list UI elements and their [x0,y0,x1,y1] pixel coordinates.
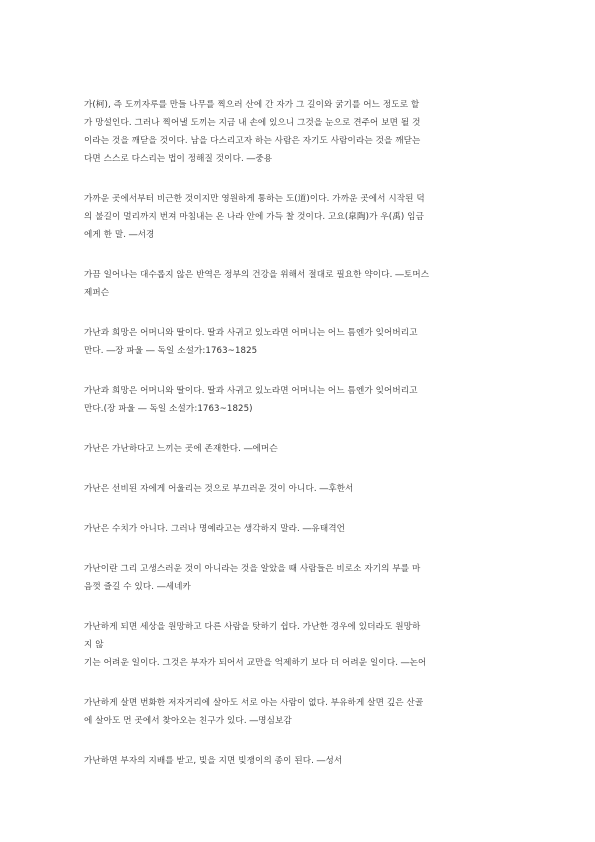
quote-line: 에게 한 말. ―서경 [84,230,155,240]
quote-line: 만다.(장 파울 ― 독일 소설가:1763~1825) [84,404,253,414]
quote-line: 가끔 일어나는 대수롭지 않은 반역은 정부의 건강을 위해서 절대로 필요한 약이다. ―토머스 [84,270,430,280]
quote-line: 가난이란 그리 고생스러운 것이 아니라는 것을 알았을 때 사람들은 비로소 자기의 부를 마 [84,564,421,574]
quote-line: 가난은 수치가 아니다. 그러나 명예라고는 생각하지 말라. ―유태격언 [84,524,346,534]
quote-line: 에 살아도 먼 곳에서 찾아오는 친구가 있다. ―명심보감 [84,716,292,726]
quote-line: 지 않 [84,640,104,650]
quote-paragraph [84,560,512,596]
quote-paragraph [84,752,512,770]
quote-paragraph [84,520,512,538]
quote-line: 가 망설인다. 그러나 찍어낼 도끼는 지금 내 손에 있으니 그것을 눈으로 견주어 보면 될 것 [84,118,421,128]
quote-paragraph [84,190,512,244]
quote-paragraph [84,440,512,458]
quote-line: 가난과 희망은 어머니와 딸이다. 딸과 사귀고 있노라면 어머니는 어느 틈엔가 잊어버리고 [84,328,418,338]
quote-line: 가난은 선비된 자에게 어울리는 것으로 부끄러운 것이 아니다. ―후한서 [84,484,354,494]
quote-line: 의 불길이 멀리까지 번져 마침내는 온 나라 안에 가득 찰 것이다. 고요(皐陶)가 우(禹) 임금 [84,212,424,222]
quote-line: 가(柯), 즉 도끼자루를 만들 나무를 찍으러 산에 간 자가 그 길이와 굵기를 어느 정도로 할 [84,100,420,110]
quote-paragraph [84,382,512,418]
quote-paragraph [84,480,512,498]
quote-line: 가까운 곳에서부터 비근한 것이지만 영원하게 통하는 도(道)이다. 가까운 곳에서 시작된 덕 [84,194,425,204]
quote-line: 다면 스스로 다스리는 법이 정해질 것이다. ―중용 [84,154,273,164]
quote-line: 가난하면 부자의 지배를 받고, 빚을 지면 빚쟁이의 종이 된다. ―성서 [84,756,343,766]
quote-line: 만다. ―장 파울 ― 독일 소설가:1763~1825 [84,346,258,356]
quote-line: 제퍼슨 [84,288,110,298]
quote-line: 이라는 것을 깨닫을 것이다. 남을 다스리고자 하는 사람은 자기도 사람이라는 것을 깨닫는 [84,136,421,146]
quote-line: 가난하게 되면 세상을 원망하고 다른 사람을 탓하기 쉽다. 가난한 경우에 있더라도 원망하 [84,622,421,632]
quote-line: 음껏 즐길 수 있다. ―세네카 [84,582,191,592]
quote-list [84,96,512,792]
quote-line: 가난은 가난하다고 느끼는 곳에 존재한다. ―에머슨 [84,444,278,454]
quote-paragraph [84,266,512,302]
quote-paragraph [84,324,512,360]
quote-paragraph [84,618,512,672]
quote-line: 기는 어려운 일이다. 그것은 부자가 되어서 교만을 억제하기 보다 더 어려운 일이다. ―논어 [84,658,427,668]
quote-paragraph [84,96,512,168]
quote-paragraph [84,694,512,730]
quote-line: 가난하게 살면 번화한 저자거리에 살아도 서로 아는 사람이 없다. 부유하게 살면 깊은 산골 [84,698,424,708]
quote-line: 가난과 희망은 어머니와 딸이다. 딸과 사귀고 있노라면 어머니는 어느 틈엔가 잊어버리고 [84,386,418,396]
